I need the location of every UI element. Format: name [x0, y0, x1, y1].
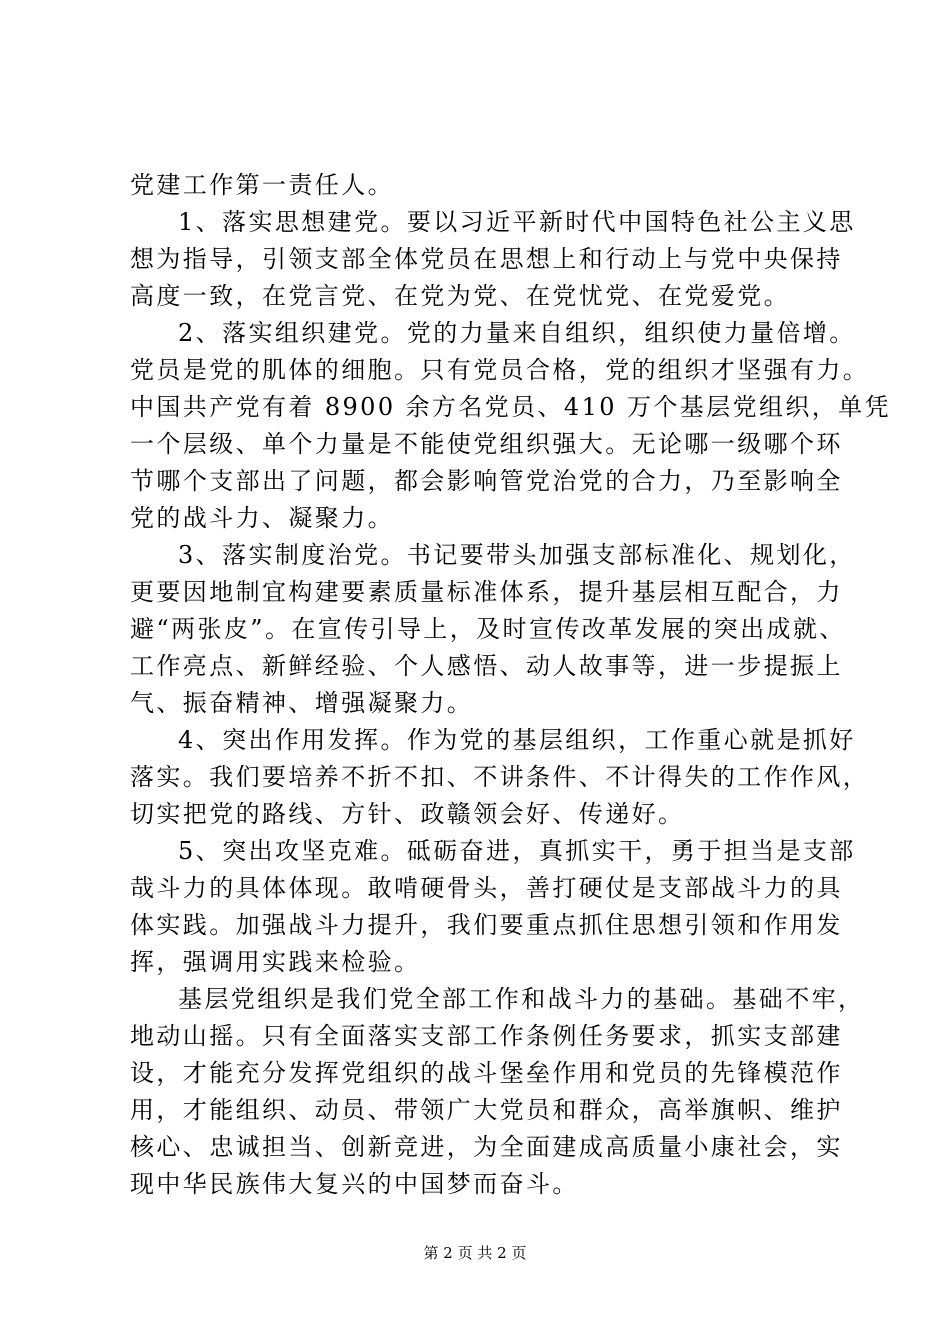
- page-footer: 第 2 页 共 2 页: [423, 1244, 527, 1262]
- text-line: 体实践。加强战斗力提升，我们要重点抓住思想引领和作用发: [130, 911, 843, 939]
- text-line: 4、突出作用发挥。作为党的基层组织，工作重心就是抓好: [178, 726, 856, 754]
- text-line: 3、落实制度治党。书记要带头加强支部标准化、规划化，: [178, 541, 856, 569]
- text-line: 节哪个支部出了问题，都会影响管党治党的合力，乃至影响全: [130, 467, 843, 495]
- text-line: 落实。我们要培养不折不扣、不讲条件、不计得失的工作作风，: [130, 763, 870, 791]
- text-line: 党建工作第一责任人。: [130, 171, 394, 199]
- text-line: 切实把党的路线、方针、政赣领会好、传递好。: [130, 800, 685, 828]
- text-line: 工作亮点、新鲜经验、个人感悟、动人故事等，进一步提振上: [130, 652, 843, 680]
- text-line: 高度一致，在党言党、在党为党、在党忧党、在党爱党。: [130, 282, 790, 310]
- text-line: 核心、忠诚担当、创新竞进，为全面建成高质量小康社会，实: [130, 1133, 843, 1161]
- text-line: 设，才能充分发挥党组织的战斗堡垒作用和党员的先锋模范作: [130, 1059, 843, 1087]
- text-line: 1、落实思想建党。要以习近平新时代中国特色社公主义思: [178, 208, 856, 236]
- text-line: 挥，强调用实践来检验。: [130, 948, 421, 976]
- text-line: 更要因地制宜构建要素质量标准体系，提升基层相互配合，力: [130, 578, 843, 606]
- text-line: 地动山摇。只有全面落实支部工作条例任务要求，抓实支部建: [130, 1022, 843, 1050]
- text-line: 气、振奋精神、增强凝聚力。: [130, 689, 474, 717]
- text-line: 基层党组织是我们党全部工作和战斗力的基础。基础不牢，: [178, 985, 865, 1013]
- text-line: 哉斗力的具体体现。敢啃硬骨头，善打硬仗是支部战斗力的具: [130, 874, 843, 902]
- text-line: 想为指导，引领支部全体党员在思想上和行动上与党中央保持: [130, 245, 843, 273]
- text-line: 现中华民族伟大复兴的中国梦而奋斗。: [130, 1170, 579, 1198]
- text-line: 中国共产党有着 8900 余方名党员、410 万个基层党组织，单凭: [130, 393, 891, 421]
- text-line: 5、突出攻坚克难。砥砺奋进，真抓实干，勇于担当是支部: [178, 837, 856, 865]
- text-line: 党的战斗力、凝聚力。: [130, 504, 394, 532]
- text-line: 避“两张皮”。在宣传引导上，及时宣传改革发展的突出成就、: [130, 615, 846, 643]
- text-line: 党员是党的肌体的细胞。只有党员合格，党的组织才坚强有力。: [130, 356, 870, 384]
- text-line: 用，才能组织、动员、带领广大党员和群众，高举旗帜、维护: [130, 1096, 843, 1124]
- text-line: 2、落实组织建党。党的力量来自组织，组织使力量倍增。: [178, 319, 856, 347]
- text-line: 一个层级、单个力量是不能使党组织强大。无论哪一级哪个环: [130, 430, 843, 458]
